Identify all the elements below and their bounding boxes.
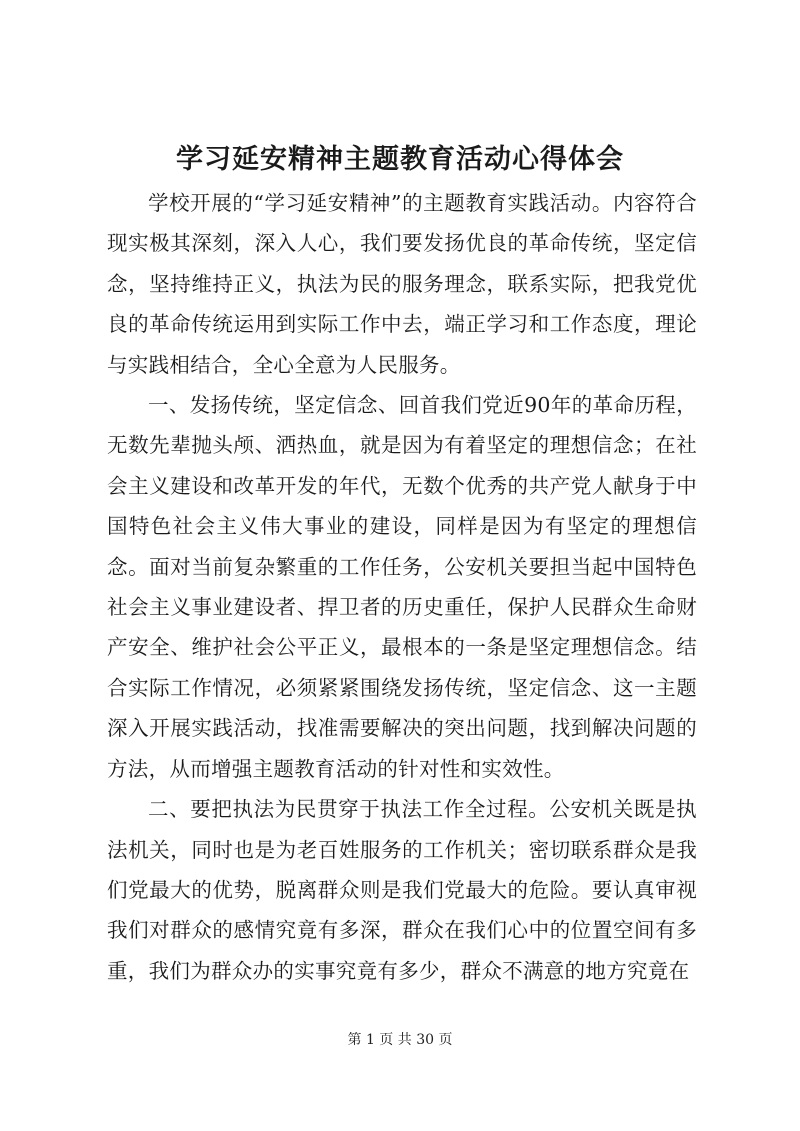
document-body: [107, 183, 697, 991]
paragraph-section-one: 一、发扬传统，坚定信念、回首我们党近90年的革命历程，无数先辈抛头颅、洒热血，就是因为有着坚定的理想信念；在社会主义建设和改革开发的年代，无数个优秀的共产党人献身于中国特色社会主义伟大事业的建设，同样是因为有坚定的理想信念。面对当前复杂繁重的工作任务，公安机关要担当起中国特色社会主义事业建设者、捍卫者的历史重任，保护人民群众生命财产安全、维护社会公平正义，最根本的一条是坚定理想信念。结合实际工作情况，必须紧紧围绕发扬传统，坚定信念、这一主题深入开展实践活动，找准需要解决的突出问题，找到解决问题的方法，从而增强主题教育活动的针对性和实效性。: [107, 393, 697, 781]
paragraph-intro: 学校开展的“学习延安精神”的主题教育实践活动。内容符合现实极其深刻，深入人心，我们要发扬优良的革命传统，坚定信念，坚持维持正义，执法为民的服务理念，联系实际，把我党优良的革命传统运用到实际工作中去，端正学习和工作态度，理论与实践相结合，全心全意为人民服务。: [107, 191, 697, 377]
page-footer: 第 1 页 共 30 页: [347, 1032, 453, 1048]
paragraph-section-two: 二、要把执法为民贯穿于执法工作全过程。公安机关既是执法机关，同时也是为老百姓服务的工作机关；密切联系群众是我们党最大的优势，脱离群众则是我们党最大的危险。要认真审视我们对群众的感情究竟有多深，群众在我们心中的位置空间有多重，我们为群众办的实事究竟有多少，群众不满意的地方究竟在: [107, 797, 697, 983]
document-title: 学习延安精神主题教育活动心得体会: [176, 144, 624, 175]
